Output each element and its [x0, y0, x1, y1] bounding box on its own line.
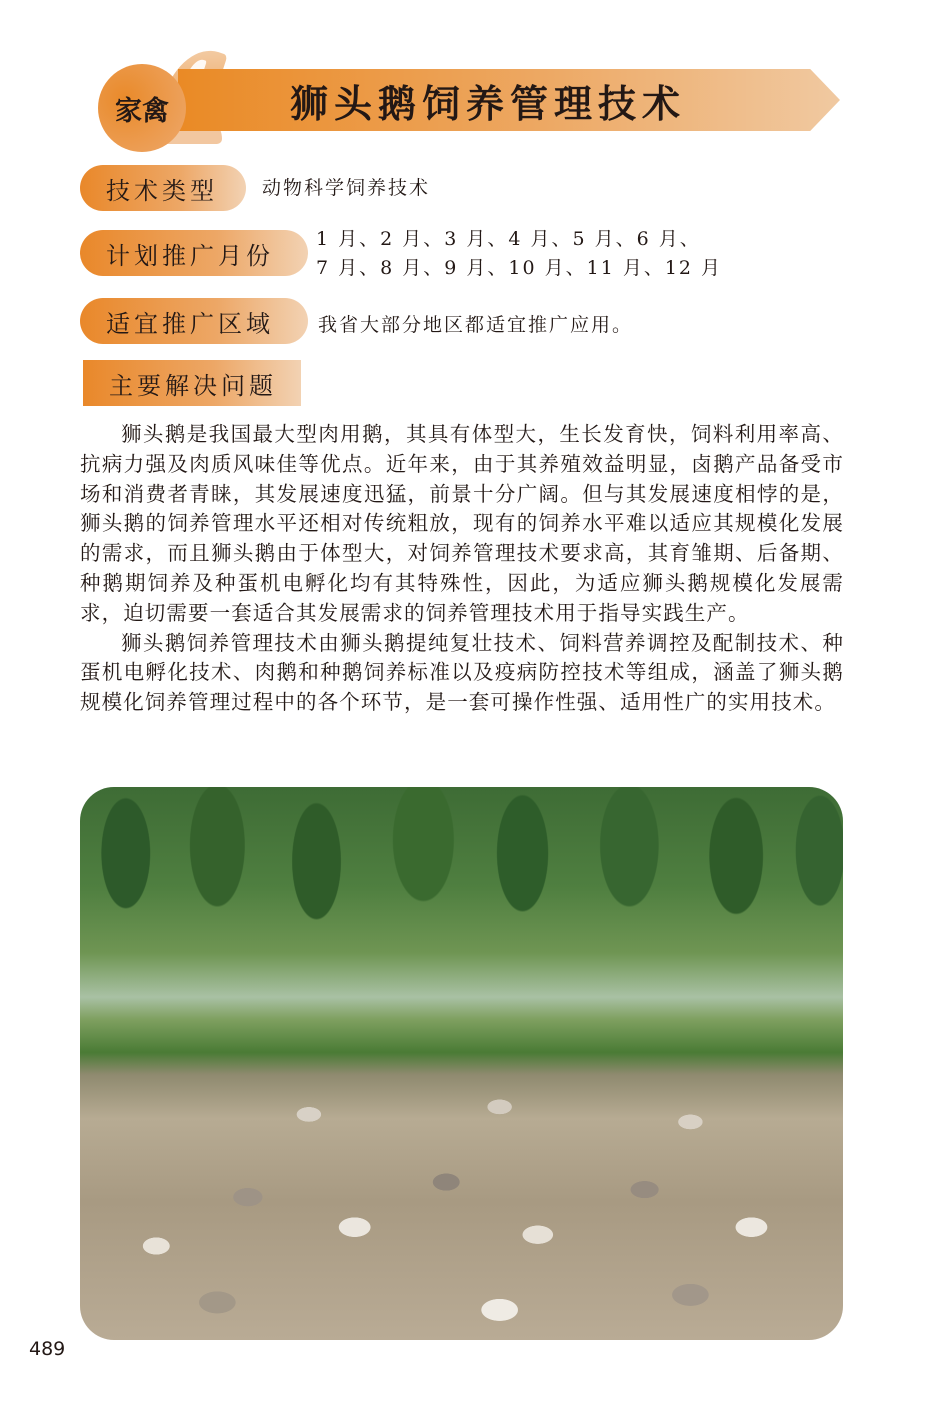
paragraph: 狮头鹅饲养管理技术由狮头鹅提纯复壮技术、饲料营养调控及配制技术、种蛋机电孵化技术、肉鹅和种鹅饲养标准以及疫病防控技术等组成，涵盖了狮头鹅规模化饲养管理过程中的各个环节，是一套可操作性强、适用性广的实用技术。	[80, 630, 844, 715]
geese-photo	[80, 787, 843, 1340]
value-promotion-months-line1: 1 月、2 月、3 月、4 月、5 月、6 月、	[316, 228, 701, 250]
label-promotion-region: 适宜推广区域	[80, 298, 308, 344]
value-promotion-region: 我省大部分地区都适宜推广应用。	[318, 314, 634, 336]
category-badge	[98, 64, 186, 152]
title-banner	[98, 44, 840, 144]
category-tag: 家禽	[115, 95, 169, 127]
value-promotion-months-line2: 7 月、8 月、9 月、10 月、11 月、12 月	[316, 257, 723, 279]
page-title: 狮头鹅饲养管理技术	[289, 81, 686, 126]
page-number: 489	[29, 1338, 66, 1360]
paragraph: 狮头鹅是我国最大型肉用鹅，其具有体型大，生长发育快，饲料利用率高、抗病力强及肉质风味佳等优点。近年来，由于其养殖效益明显，卤鹅产品备受市场和消费者青睐，其发展速度迅猛，前景十分广阔。但与其发展速度相悖的是，狮头鹅的饲养管理水平还相对传统粗放，现有的饲养水平难以适应其规模化发展的需求，而且狮头鹅由于体型大，对饲养管理技术要求高，其育雏期、后备期、种鹅期饲养及种蛋机电孵化均有其特殊性，因此，为适应狮头鹅规模化发展需求，迫切需要一套适合其发展需求的饲养管理技术用于指导实践生产。	[80, 422, 844, 625]
section-body	[80, 420, 844, 718]
label-tech-type: 技术类型	[80, 165, 246, 211]
section-heading: 主要解决问题	[83, 360, 301, 406]
label-promotion-months: 计划推广月份	[80, 230, 308, 276]
photo-geese	[80, 964, 843, 1340]
value-tech-type: 动物科学饲养技术	[262, 177, 431, 199]
